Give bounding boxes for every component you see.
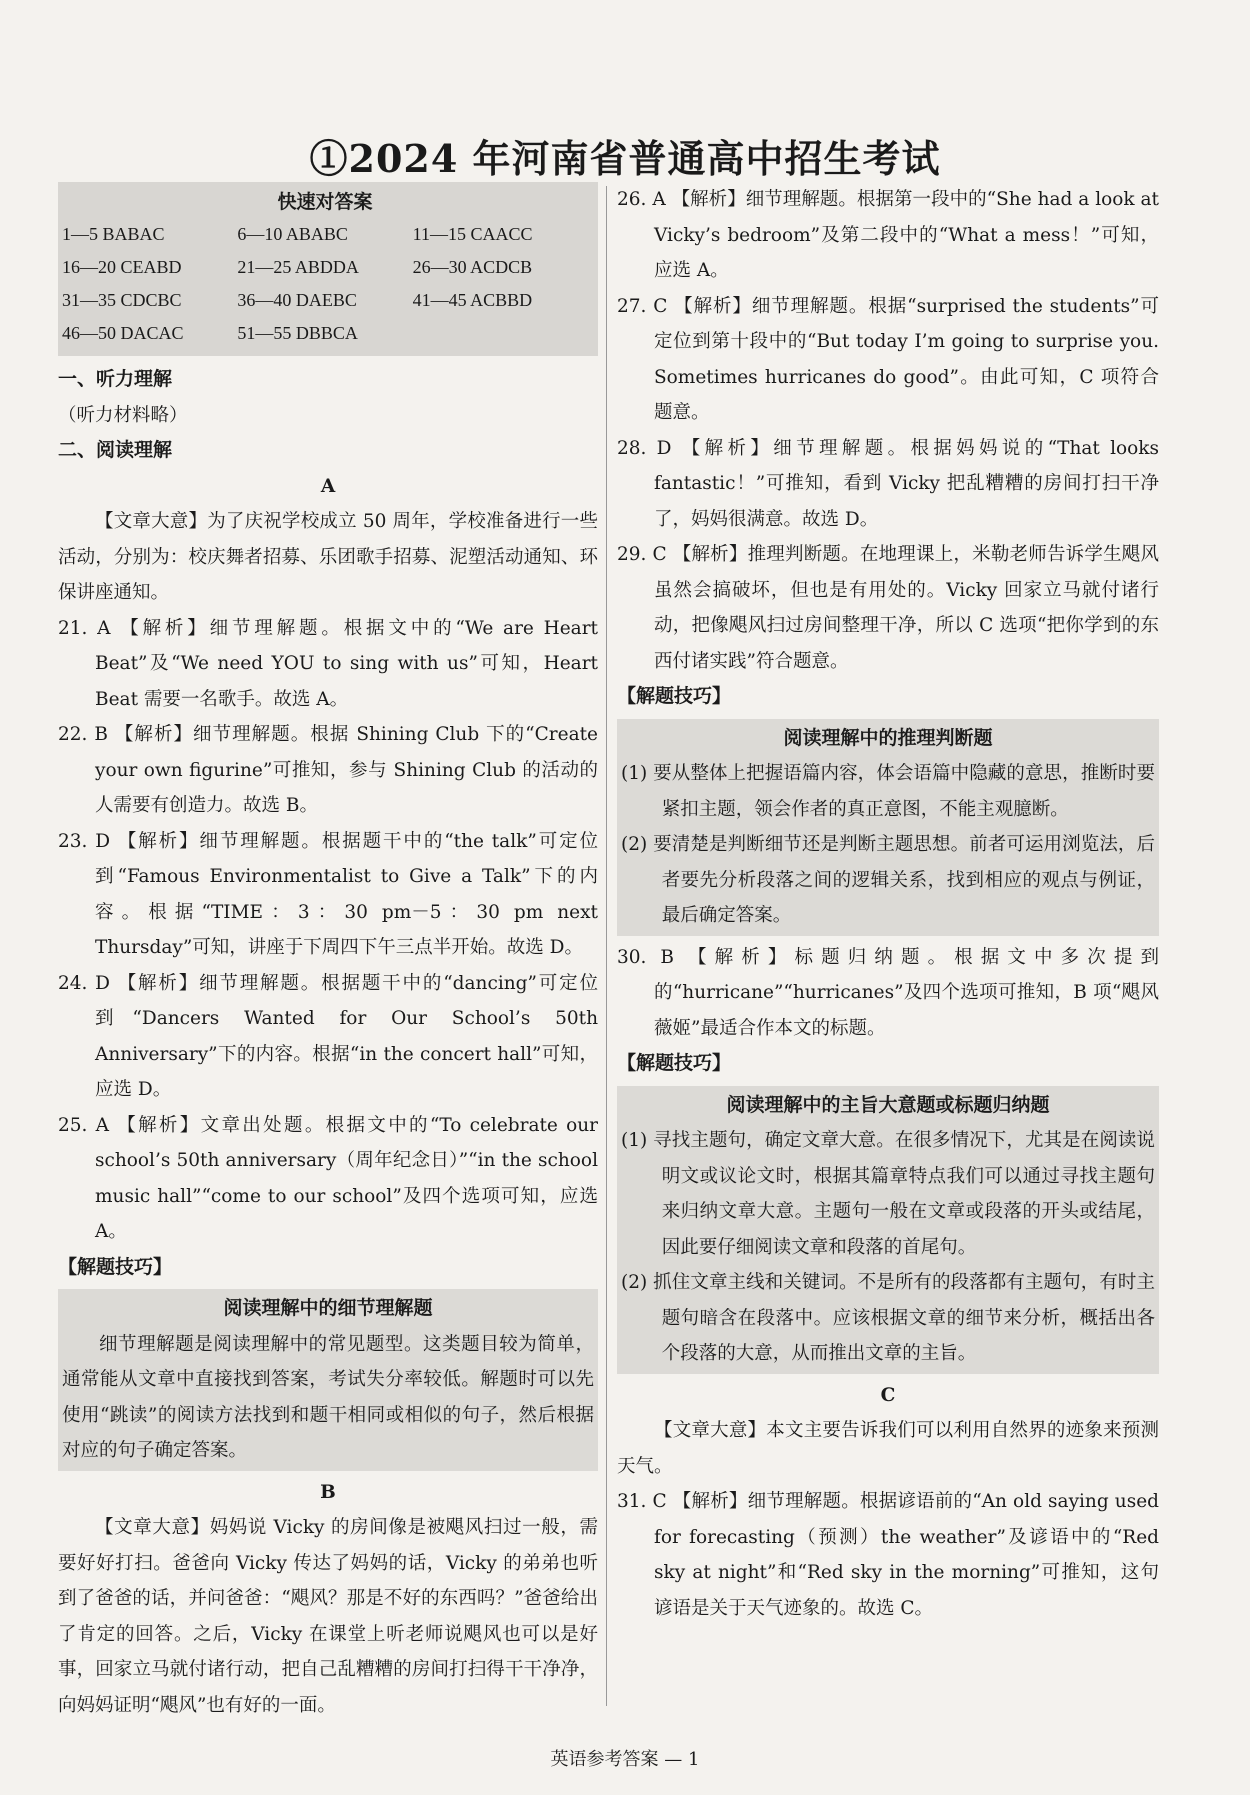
left-column (58, 182, 598, 1723)
answer-31: 31. C 【解析】细节理解题。根据谚语前的“An old saying used for forecasting（预测）the weather”及谚语中的“Red sky at night”和“Red sky in the morning”可推知，这句谚语是关于天气迹象的。故选 C。 (617, 1491, 1159, 1619)
answer-26: 26. A 【解析】细节理解题。根据第一段中的“She had a look at Vicky’s bedroom”及第二段中的“What a mess！”可知，应选 A。 (617, 189, 1159, 281)
tip-heading: 【解题技巧】 (617, 1052, 732, 1074)
part-label-b: B (320, 1481, 336, 1503)
answer-item: 26—30 ACDCB (412, 257, 533, 277)
answer-item: 41—45 ACBBD (412, 290, 533, 310)
summary-a: 【文章大意】为了庆祝学校成立 50 周年，学校准备进行一些活动，分别为：校庆舞者招募、乐团歌手招募、泥塑活动通知、环保讲座通知。 (58, 511, 598, 603)
part-label-c: C (880, 1384, 896, 1406)
quick-answers-box (58, 182, 598, 356)
answer-item: 36—40 DAEBC (237, 290, 357, 310)
answer-30: 30. B 【解析】标题归纳题。根据文中多次提到的“hurricane”“hurricanes”及四个选项可推知，B 项“飓风薇姬”最适合作本文的标题。 (617, 946, 1159, 1039)
answer-item: 11—15 CAACC (412, 224, 533, 244)
summary-b: 【文章大意】妈妈说 Vicky 的房间像是被飓风扫过一般，需要好好打扫。爸爸向 Vicky 传达了妈妈的话，Vicky 的弟弟也听到了爸爸的话，并问爸爸：“飓风？那是不好的东西吗？”爸爸给出了肯定的回答。之后，Vicky 在课堂上听老师说飓风也可以是好事，回家立马就付诸行动，把自己乱糟糟的房间打扫得干干净净，向妈妈证明“飓风”也有好的一面。 (58, 1517, 598, 1716)
tip-box-main-idea (617, 1086, 1159, 1374)
part-label-a: A (320, 475, 336, 497)
tip-box-detail (58, 1289, 598, 1471)
answer-22: 22. B 【解析】细节理解题。根据 Shining Club 下的“Create your own figurine”可推知，参与 Shining Club 的活动的人需要有创造力。故选 B。 (58, 724, 598, 816)
answer-28: 28. D 【解析】细节理解题。根据妈妈说的“That looks fantastic！”可推知，看到 Vicky 把乱糟糟的房间打扫干净了，妈妈很满意。故选 D。 (617, 437, 1159, 530)
answer-21: 21. A 【解析】细节理解题。根据文中的“We are Heart Beat”及“We need YOU to sing with us”可知，Heart Beat 需要一名歌手。故选 A。 (58, 617, 598, 710)
answer-grid (62, 218, 588, 350)
answer-item: 16—20 CEABD (62, 257, 182, 277)
tip-item: (2) 抓住文章主线和关键词。不是所有的段落都有主题句，有时主题句暗含在段落中。应该根据文章的细节来分析，概括出各个段落的大意，从而推出文章的主旨。 (621, 1272, 1155, 1364)
section-heading-reading: 二、阅读理解 (58, 439, 173, 461)
listening-note: （听力材料略） (58, 404, 188, 426)
tip-item: (1) 要从整体上把握语篇内容，体会语篇中隐藏的意思，推断时要紧扣主题，领会作者的真正意图，不能主观臆断。 (621, 763, 1155, 820)
answer-24: 24. D 【解析】细节理解题。根据题干中的“dancing”可定位到“Dancers Wanted for Our School’s 50th Anniversary”下的内容。根据“in the concert hall”可知，应选 D。 (58, 972, 598, 1100)
tip-heading: 【解题技巧】 (617, 685, 732, 707)
answer-item: 46—50 DACAC (62, 323, 184, 343)
tip-body: 细节理解题是阅读理解中的常见题型。这类题目较为简单，通常能从文章中直接找到答案，考试失分率较低。解题时可以先使用“跳读”的阅读方法找到和题干相同或相似的句子，然后根据对应的句子确定答案。 (62, 1333, 594, 1461)
answer-23: 23. D 【解析】细节理解题。根据题干中的“the talk”可定位到“Famous Environmentalist to Give a Talk”下的内容。根据“TIME：3：30 pm－5：30 pm next Thursday”可知，讲座于下周四下午三点半开始。故选 D。 (58, 830, 598, 958)
tip-title: 阅读理解中的推理判断题 (783, 726, 993, 749)
answer-27: 27. C 【解析】细节理解题。根据“surprised the students”可定位到第十段中的“But today I’m going to surprise you. Sometimes hurricanes do good”。由此可知，C 项符合题意。 (617, 295, 1159, 423)
answer-item: 21—25 ABDDA (237, 257, 359, 277)
answer-item: 31—35 CDCBC (62, 290, 182, 310)
tip-title: 阅读理解中的细节理解题 (223, 1297, 433, 1319)
page-footer: 英语参考答案 — 1 (550, 1749, 700, 1770)
answer-item: 6—10 ABABC (237, 224, 348, 244)
column-divider (606, 186, 607, 1706)
tip-heading: 【解题技巧】 (58, 1255, 173, 1278)
summary-c: 【文章大意】本文主要告诉我们可以利用自然界的迹象来预测天气。 (617, 1420, 1159, 1477)
section-heading-listening: 一、听力理解 (58, 368, 173, 390)
answer-item: 51—55 DBBCA (237, 323, 358, 343)
page-title: ①2024 年河南省普通高中招生考试 (309, 136, 941, 181)
answer-29: 29. C 【解析】推理判断题。在地理课上，米勒老师告诉学生飓风虽然会搞破坏，但也是有用处的。Vicky 回家立马就付诸行动，把像飓风扫过房间整理干净，所以 C 选项“把你学到的东西付诸实践”符合题意。 (617, 544, 1159, 672)
quick-answers-title: 快速对答案 (277, 191, 373, 213)
tip-item: (2) 要清楚是判断细节还是判断主题思想。前者可运用浏览法，后者要先分析段落之间的逻辑关系，找到相应的观点与例证，最后确定答案。 (621, 834, 1155, 926)
answer-item: 1—5 BABAC (62, 224, 165, 244)
tip-box-inference (617, 719, 1159, 936)
tip-title: 阅读理解中的主旨大意题或标题归纳题 (726, 1093, 1050, 1116)
tip-item: (1) 寻找主题句，确定文章大意。在很多情况下，尤其是在阅读说明文或议论文时，根据其篇章特点我们可以通过寻找主题句来归纳文章大意。主题句一般在文章或段落的开头或结尾，因此要仔细阅读文章和段落的首尾句。 (621, 1130, 1155, 1258)
right-column (617, 182, 1159, 1626)
answer-25: 25. A 【解析】文章出处题。根据文中的“To celebrate our school’s 50th anniversary（周年纪念日）”“in the school music hall”“come to our school”及四个选项可知，应选 A。 (58, 1114, 598, 1242)
